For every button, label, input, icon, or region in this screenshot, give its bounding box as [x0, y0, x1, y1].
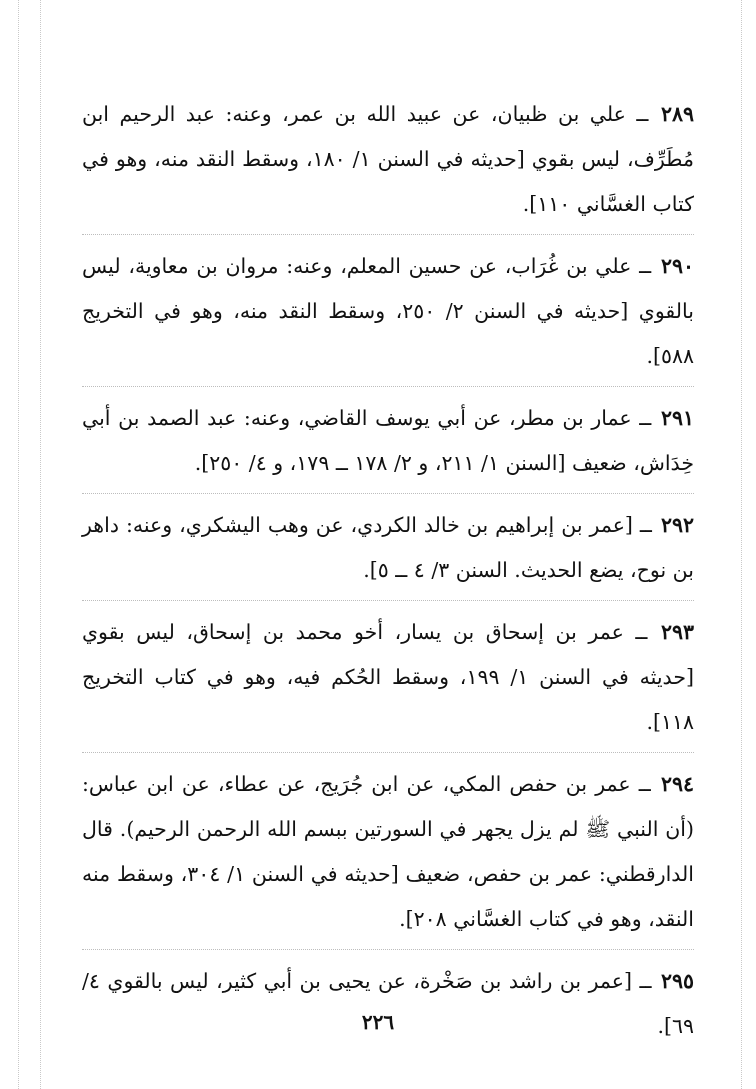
entry-292 — [82, 503, 694, 601]
entry-290 — [82, 244, 694, 387]
entry-text: ــ علي بن غُرَاب، عن حسين المعلم، وعنه: مروان بن معاوية، ليس بالقوي [حديثه في السنن ٢/ ٢٥٠، وسقط النقد منه، وهو في التخريج ٥٨٨]. — [82, 254, 694, 368]
entry-number: ٢٨٩ — [660, 102, 694, 126]
entry-number: ٢٩٢ — [660, 513, 694, 537]
entry-295 — [82, 959, 694, 1056]
page-number: ٢٢٦ — [361, 1010, 395, 1034]
page-body — [82, 92, 694, 1065]
scan-line-left — [18, 0, 19, 1089]
entry-text: ــ علي بن ظبيان، عن عبيد الله بن عمر، وعنه: عبد الرحيم ابن مُطَرِّف، ليس بقوي [حديثه في السنن ١/ ١٨٠، وسقط النقد منه، وهو في كتاب الغسَّاني ١١٠]. — [82, 102, 694, 216]
scan-line-right — [741, 0, 742, 1089]
entry-number: ٢٩٥ — [660, 969, 694, 993]
entry-text: ــ عمر بن إسحاق بن يسار، أخو محمد بن إسحاق، ليس بقوي [حديثه في السنن ١/ ١٩٩، وسقط الحُكم فيه، وهو في كتاب التخريج ١١٨]. — [82, 620, 694, 734]
entry-text: ــ [عمر بن إبراهيم بن خالد الكردي، عن وهب اليشكري، وعنه: داهر بن نوح، يضع الحديث. السنن ٣/ ٤ ــ ٥]. — [82, 513, 694, 582]
entry-text: ــ [عمر بن راشد بن صَخْرة، عن يحيى بن أبي كثير، ليس بالقوي ٤/ ٦٩]. — [82, 969, 694, 1038]
entry-289 — [82, 92, 694, 235]
entry-293 — [82, 610, 694, 753]
entry-text: ــ عمر بن حفص المكي، عن ابن جُرَيج، عن عطاء، عن ابن عباس: (أن النبي ﷺ لم يزل يجهر في السورتين ببسم الله الرحمن الرحيم). قال الدارقطني: عمر بن حفص، ضعيف [حديثه في السنن ١/ ٣٠٤، وسقط منه النقد، وهو في كتاب الغسَّاني ٢٠٨]. — [82, 772, 694, 931]
entry-294 — [82, 762, 694, 950]
entry-number: ٢٩٣ — [660, 620, 694, 644]
entry-number: ٢٩١ — [660, 406, 694, 430]
entry-number: ٢٩٠ — [660, 254, 694, 278]
entry-text: ــ عمار بن مطر، عن أبي يوسف القاضي، وعنه: عبد الصمد بن أبي خِدَاش، ضعيف [السنن ١/ ٢١١، و ٢/ ١٧٨ ــ ١٧٩، و ٤/ ٢٥٠]. — [82, 406, 694, 475]
entry-number: ٢٩٤ — [660, 772, 694, 796]
entry-291 — [82, 396, 694, 494]
scan-line-left-inner — [40, 0, 41, 1089]
